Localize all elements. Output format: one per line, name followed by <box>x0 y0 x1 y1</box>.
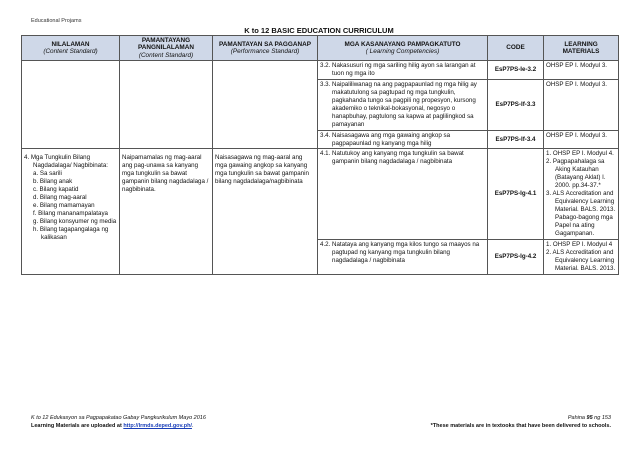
empty-cell <box>120 61 213 149</box>
table-row <box>22 61 619 80</box>
page-number: Pahina 95 ng 153 <box>567 415 611 421</box>
materials-list <box>546 150 616 237</box>
textbook-note: *These materials are in textooks that have been delivered to schools. <box>430 423 611 430</box>
list-item: e. Bilang mamamayan <box>33 202 95 210</box>
lrmds-link[interactable]: http://lrmds.deped.gov.ph/ <box>123 423 192 430</box>
footer-guide-title: K to 12 Edukasyon sa Pagpapakatao Gabay Pangkurikulum Mayo 2016 <box>31 415 206 421</box>
list-item: 2. ALS Accreditation and Equivalency Learning Material. BALS. 2013. <box>546 248 616 272</box>
list-item: c. Bilang kapatid <box>33 186 79 194</box>
competency-code: EsP7PS-Ig-4.1 <box>488 149 544 239</box>
list-item: 2. Pagpapahalaga sa Aking Katauhan (Batayang Aklat) I. 2000. pp.34-37.* <box>546 158 606 190</box>
header-note: Educational Projams <box>31 18 82 24</box>
header-kasanayan: MGA KASANAYANG PAMPAGKATUTO ( Learning Competencies) <box>318 36 488 61</box>
competency-code: EsP7PS-If-3.4 <box>488 130 544 149</box>
content-title: 4. Mga Tungkulin Bilang Nagdadalaga/ Nagbibinata: <box>24 154 108 170</box>
list-item: a. Sa sarili <box>33 170 62 178</box>
header-pamantayan-sa-pagganap: PAMANTAYAN SA PAGGANAP (Performance Standard) <box>213 36 318 61</box>
list-item: g. Bilang konsyumer ng media <box>33 217 117 225</box>
list-item: 3. ALS Accreditation and Equivalency Learning Material. BALS. 2013. Pabago-bagong mga Papel na ating Gagampanan. <box>546 190 616 237</box>
curriculum-table <box>21 35 619 275</box>
learning-competency: 3.2. Nakasusuri ng mga sariling hilig ayon sa larangan at tuon ng mga ito <box>318 61 488 80</box>
competency-code: EsP7PS-Ig-4.2 <box>488 239 544 274</box>
header-pamantayang-pangnilalaman: PAMANTAYANG PANGNILALAMAN (Content Standard) <box>120 36 213 61</box>
table-row <box>22 149 619 239</box>
learning-material: OHSP EP I. Modyul 3. <box>544 130 619 149</box>
learning-materials-cell <box>544 149 619 239</box>
learning-competency: 4.2. Natataya ang kanyang mga kilos tungo sa maayos na pagtupad ng kanyang mga tungkulin bilang nagdadalaga / nagbibinata <box>318 239 488 274</box>
list-item: f. Bilang mananampalataya <box>33 210 108 218</box>
footer-upload-note: Learning Materials are uploaded at http://lrmds.deped.gov.ph/. <box>31 423 194 430</box>
empty-cell <box>213 61 318 149</box>
pamantayang-pangnilalaman-cell: Naipamamalas ng mag-aaral ang pag-unawa sa kanyang mga tungkulin sa bawat gampanin bilang nagdadalaga / nagbibinata. <box>120 149 213 274</box>
header-learning-materials: LEARNING MATERIALS <box>544 36 619 61</box>
list-item: 1. OHSP EP I. Modyul 4 <box>546 240 613 248</box>
competency-code: EsP7PS-If-3.3 <box>488 79 544 130</box>
footer-right <box>431 414 611 431</box>
list-item: d. Bilang mag-aaral <box>33 194 87 202</box>
document-title: K to 12 BASIC EDUCATION CURRICULUM <box>244 26 394 35</box>
learning-material: OHSP EP I. Modyul 3. <box>544 61 619 80</box>
header-code: CODE <box>488 36 544 61</box>
pamantayan-sa-pagganap-cell: Naisasagawa ng mag-aaral ang mga gawaing angkop sa kanyang mga tungkulin sa bawat gampanin bilang nagdadalaga/nagbibinata <box>213 149 318 274</box>
learning-materials-cell <box>544 239 619 274</box>
learning-material: OHSP EP I. Modyul 3. <box>544 79 619 130</box>
list-item: h. Bilang tagapangalaga ng kalikasan <box>33 225 109 241</box>
table-header-row <box>22 36 619 61</box>
empty-cell <box>22 61 120 149</box>
list-item: b. Bilang anak <box>33 178 73 186</box>
learning-competency: 3.4. Naisasagawa ang mga gawaing angkop sa pagpapaunlad ng kanyang mga hilig <box>318 130 488 149</box>
list-item: 1. OHSP EP I. Modyul 4. <box>546 150 614 158</box>
competency-code: EsP7PS-Ie-3.2 <box>488 61 544 80</box>
content-standard-cell <box>22 149 120 274</box>
content-list <box>24 170 117 241</box>
learning-competency: 3.3. Naipaliliwanag na ang pagpapaunlad ng mga hilig ay makatutulong sa pagtupad ng mga tungkulin, pagkahanda tungo sa pagpili ng propesyon, kursong akademiko o teknikal-bokasyonal, negosyo o hanapbuhay, pagtulong sa kapwa at paglilingkod sa pamayanan <box>318 79 488 130</box>
header-nilalaman: NILALAMAN (Content Standard) <box>22 36 120 61</box>
footer-left <box>31 414 206 431</box>
learning-competency: 4.1. Natutukoy ang kanyang mga tungkulin sa bawat gampanin bilang nagdadalaga / nagbibinata <box>318 149 488 239</box>
materials-list <box>546 241 616 273</box>
